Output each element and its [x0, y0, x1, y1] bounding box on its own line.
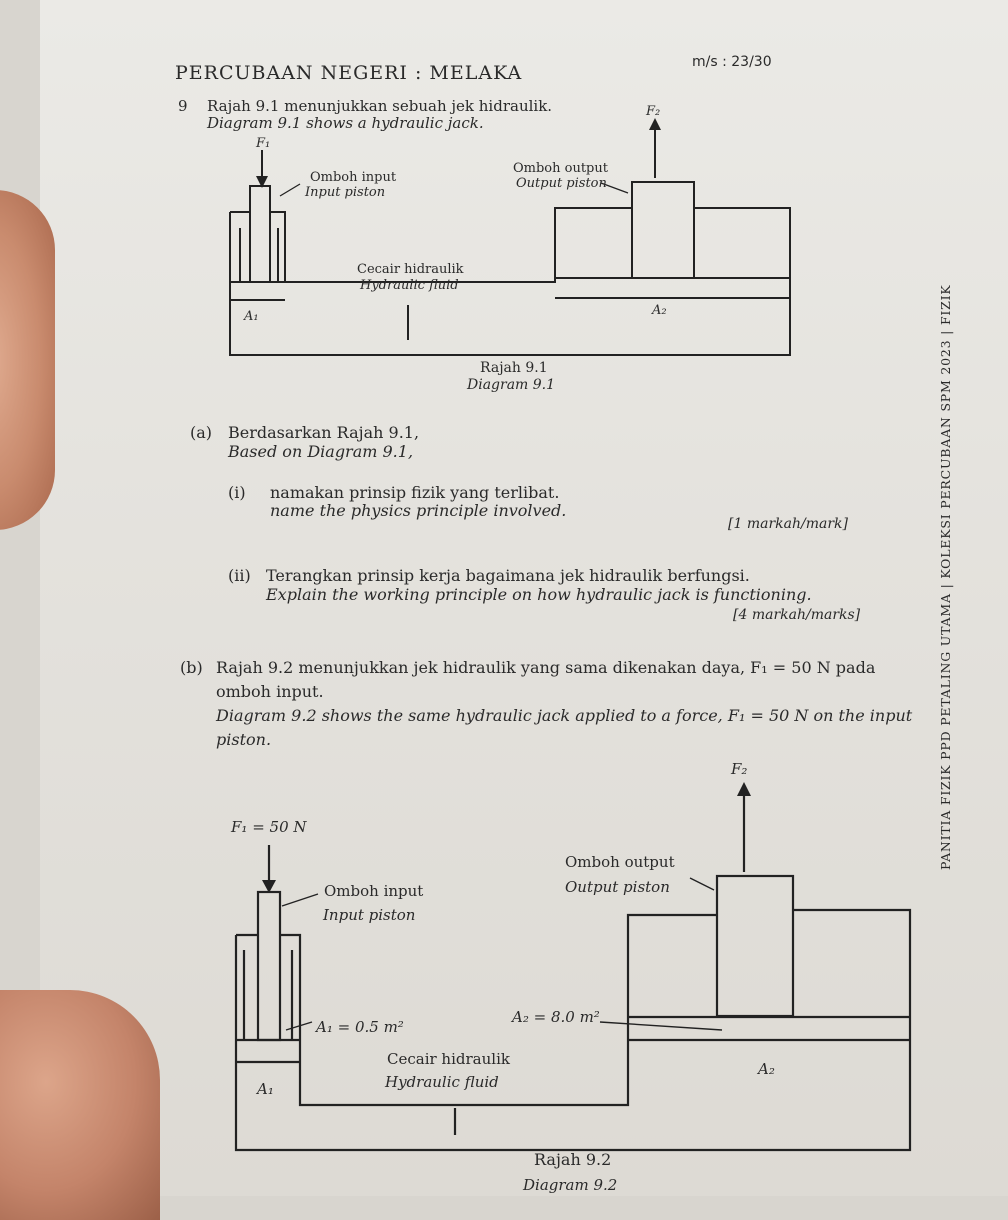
part-a-i-text-en: name the physics principle involved. — [270, 501, 567, 520]
d1-input-piston-ms: Omboh input — [310, 170, 397, 185]
d1-output-piston-en: Output piston — [516, 176, 607, 191]
d2-caption-ms: Rajah 9.2 — [534, 1150, 612, 1169]
part-b-line1: Rajah 9.2 menunjukkan jek hidraulik yang sama dikenakan daya, F₁ = 50 N pada — [216, 658, 876, 677]
part-a-ii-text-en: Explain the working principle on how hydraulic jack is functioning. — [266, 585, 812, 604]
part-a-ii-text-ms: Terangkan prinsip kerja bagaimana jek hidraulik berfungsi. — [266, 566, 750, 585]
paper-header: PERCUBAAN NEGERI : MELAKA — [175, 62, 523, 84]
d1-area-a1: A₁ — [244, 309, 259, 324]
d2-area-a2: A₂ — [758, 1060, 775, 1078]
d1-caption-en: Diagram 9.1 — [467, 377, 556, 393]
part-b-line4: piston. — [216, 730, 272, 749]
d1-f1-label: F₁ — [256, 136, 271, 151]
question-number: 9 — [178, 97, 188, 115]
d2-f2-label: F₂ — [731, 760, 748, 778]
side-watermark-text: PANITIA FIZIK PPD PETALING UTAMA | KOLEKSI PERCUBAAN SPM 2023 | FIZIK — [938, 284, 953, 870]
part-b-line2: omboh input. — [216, 682, 324, 701]
d2-caption-en: Diagram 9.2 — [523, 1176, 618, 1194]
d1-f2-label: F₂ — [646, 104, 661, 119]
d1-fluid-en: Hydraulic fluid — [360, 278, 459, 293]
part-b-label: (b) — [180, 658, 203, 677]
question-intro-ms: Rajah 9.1 menunjukkan sebuah jek hidraulik. — [207, 97, 553, 115]
finger-top — [0, 190, 55, 530]
d1-area-a2: A₂ — [652, 303, 667, 318]
page-number: m/s : 23/30 — [692, 54, 772, 70]
part-a-line-en: Based on Diagram 9.1, — [228, 442, 414, 461]
d2-fluid-ms: Cecair hidraulik — [387, 1050, 510, 1068]
d2-output-piston-ms: Omboh output — [565, 853, 675, 871]
d1-caption-ms: Rajah 9.1 — [480, 360, 548, 376]
part-a-i-marks: [1 markah/mark] — [728, 516, 848, 532]
question-intro-en: Diagram 9.1 shows a hydraulic jack. — [207, 114, 484, 132]
d2-input-piston-en: Input piston — [323, 906, 416, 924]
d2-f1-label: F₁ = 50 N — [231, 818, 307, 836]
part-a-i-text-ms: namakan prinsip fizik yang terlibat. — [270, 483, 560, 502]
part-a-label: (a) — [190, 423, 213, 442]
d1-output-piston-ms: Omboh output — [513, 161, 608, 176]
part-a-ii-label: (ii) — [228, 566, 251, 585]
d1-fluid-ms: Cecair hidraulik — [357, 262, 464, 277]
d2-area-a2-value: A₂ = 8.0 m² — [512, 1008, 600, 1026]
d1-input-piston-en: Input piston — [305, 185, 386, 200]
d2-area-a1-value: A₁ = 0.5 m² — [316, 1018, 404, 1036]
part-a-i-label: (i) — [228, 483, 246, 502]
d2-area-a1: A₁ — [257, 1080, 274, 1098]
d2-fluid-en: Hydraulic fluid — [385, 1073, 499, 1091]
part-b-line3: Diagram 9.2 shows the same hydraulic jack applied to a force, F₁ = 50 N on the input — [216, 706, 913, 725]
finger-bottom — [0, 990, 160, 1220]
d2-output-piston-en: Output piston — [565, 878, 670, 896]
d2-input-piston-ms: Omboh input — [324, 882, 424, 900]
part-a-ii-marks: [4 markah/marks] — [733, 607, 861, 623]
part-a-line-ms: Berdasarkan Rajah 9.1, — [228, 423, 420, 442]
